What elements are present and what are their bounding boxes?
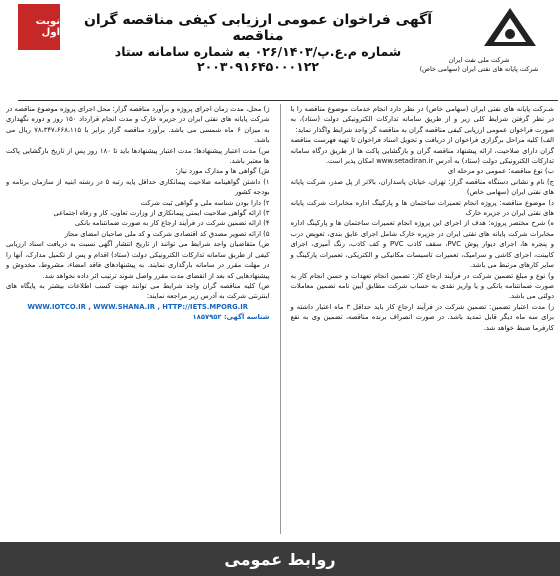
paragraph: ج) نام و نشانی دستگاه مناقصه گزار: تهران، خیابان پاسداران، بالاتر از پل صدر، شرکت پایانه های نفتی ایران (سهامی خاص): [290, 177, 554, 197]
ad-header: [18, 4, 558, 101]
paragraph: ژ) محل، مدت زمان اجرای پروژه و برآورد مناقصه گزار: محل اجرای پروژه موضوع مناقصه در شرکت پایانه های نفتی ایران در جزیره خارک و مدت انجام قرارداد ۱۵۰ روز و دوره نگهداری به میزان ۶ ماه شمسی می باشد. برآورد مناقصه گزار برابر با ۷۸،۳۴۷،۶۶۸،۱۱۵ ریال می باشد.: [5, 105, 270, 145]
paragraph: ۲) دارا بودن شناسه ملی و گواهی ثبت شرکت: [140, 198, 270, 207]
left-column: [6, 104, 270, 534]
footer-bar: [0, 542, 560, 576]
ad-body: [6, 104, 554, 534]
websites-line: WWW.IOTCO.IR , WWW.SHANA.IR , HTTP://IETS.MPORG.IR: [27, 302, 249, 311]
paragraph: ب) نوع مناقصه: عمومی دو مرحله ای: [447, 167, 554, 176]
paragraph: ۱) داشتن گواهینامه صلاحیت پیمانکاری حداقل پایه رتبه ۵ در رشته ابنیه از سازمان برنامه و بودجه کشور: [5, 177, 270, 197]
paragraph: ه) شرح مختصر پروژه: هدف از اجرای این پروژه انجام تعمیرات ساختمان ها و پارکینگ اداره مخابرات شرکت پایانه های نفتی ایران در جزیره خارک شامل اجرای عایق بندی، تعویض درب و پنجره ها، اجرای دیوار پوش PVC، سقف کاذب PVC و کف کاذب، رنگ آمیزی، اجرای کابینت، اجرای کاشی و سرامیک، تعمیرات تاسیسات مکانیکی و الکتریکی، تعمیرات پارکینگ و سایر کارهای مرتبط می باشد.: [290, 219, 554, 270]
right-column: [290, 104, 554, 534]
publication-badge: نوبت اول: [18, 4, 60, 50]
paragraph: ص) متقاضیان واجد شرایط می توانند از تاریخ انتشار آگهی نسبت به دریافت اسناد ارزیابی کیفی از طریق سامانه تدارکات الکترونیکی دولت (ستاد) اقدام و پس از تکمیل مدارک، آنها را در مهلت مقرر در سامانه بارگذاری نمایند. به پیشنهادهای فاقد امضاء، مشروط، مخدوش و پیشنهادهایی که بعد از انقضای مدت مقرر واصل شوند ترتیب اثر داده نخواهد شد.: [5, 240, 270, 280]
company-line-2: شرکت پایانه های نفتی ایران (سهامی خاص): [419, 65, 539, 73]
ad-subtitle: شماره م.ع.پ/۰۲۶/۱۴۰۳ به شماره سامانه ستاد ۲۰۰۳۰۹۱۶۴۵۰۰۰۱۲۲: [114, 44, 402, 74]
company-name: [404, 56, 554, 74]
paragraph: ۴) ارائه تضمین شرکت در فرآیند ارجاع کار به صورت ضمانتنامه بانکی: [74, 219, 270, 228]
paragraph: ۳) ارائه گواهی صلاحیت ایمنی پیمانکاری از وزارت تعاون، کار و رفاه اجتماعی: [53, 209, 270, 218]
paragraph: الف) کلیه مراحل برگزاری فراخوان از دریافت و تحویل اسناد فراخوان تا تهیه فهرست مناقصه گران دارای صلاحیت، ارائه پیشنهاد مناقصه گران و بازگشایی پاکت ها از طریق درگاه سامانه تدارکات الکترونیکی دولت (ستاد) به آدرس www.setadiran.ir امکان پذیر است.: [290, 136, 554, 166]
paragraph: ۵) ارائه تصویر مصدق کد اقتصادی شرکت و کد ملی صاحبان امضای مجاز: [64, 229, 270, 238]
column-divider: [280, 104, 281, 534]
company-line-1: شرکت ملی نفت ایران: [448, 56, 510, 64]
paragraph: شـرکت پایانه های نفتی ایران (سهامی خاص) در نظر دارد انجام خدمات موضوع مناقصه را با در نظر گرفتن شرایط کلی زیر و از طریق سامانه تدارکات الکترونیکی دولت (ستاد)، به صورت فراخوان عمومی ارزیابی کیفی مناقصه گران به مناقصه گر واجد شرایط واگذار نماید:: [290, 105, 554, 134]
paragraph: و) نوع و مبلغ تضمین شرکت در فرآیند ارجاع کار: تضمین انجام تعهدات و حسن انجام کار به صورت ضمانتنامه بانکی و یا واریز نقدی به حساب شرکت مطابق آیین نامه تضمین معاملات دولتی می باشد.: [290, 271, 554, 301]
paragraph: د) موضوع مناقصه: پروژه انجام تعمیرات ساختمان ها و پارکینگ اداره مخابرات شرکت پایانه های نفتی ایران در جزیره خارک: [290, 198, 554, 218]
ad-title: آگهی فراخوان عمومی ارزیابی کیفی مناقصه گران مناقصه: [83, 12, 433, 44]
ad-id-line: شناسه آگهی: ۱۸۵۷۹۵۲: [192, 313, 270, 322]
paragraph: ز) مدت اعتبار تضمین: تضمین شرکت در فرآیند ارجاع کار باید حداقل ۳ ماه اعتبار داشته و برای سه ماه دیگر قابل تمدید باشد. در صورت انصراف برنده مناقصه، تضمین وی به نفع کارفرما ضبط خواهد شد.: [290, 302, 554, 332]
paragraph: س) مدت اعتبار پیشنهادها: مدت اعتبار پیشنهادها باید تا ۱۸۰ روز پس از تاریخ بازگشایی پاکت ها معتبر باشد.: [5, 146, 270, 166]
public-relations-title: روابط عمومی: [224, 549, 336, 569]
paragraph: ش) گواهی ها و مدارک مورد نیاز:: [175, 167, 270, 176]
paragraph: ض) کلیه مناقصه گران واجد شرایط می توانند جهت کسب اطلاعات بیشتر به پایگاه های اینترنتی شرکت به آدرس زیر مراجعه نمایند:: [5, 281, 270, 301]
nioc-logo-icon: [478, 6, 542, 50]
